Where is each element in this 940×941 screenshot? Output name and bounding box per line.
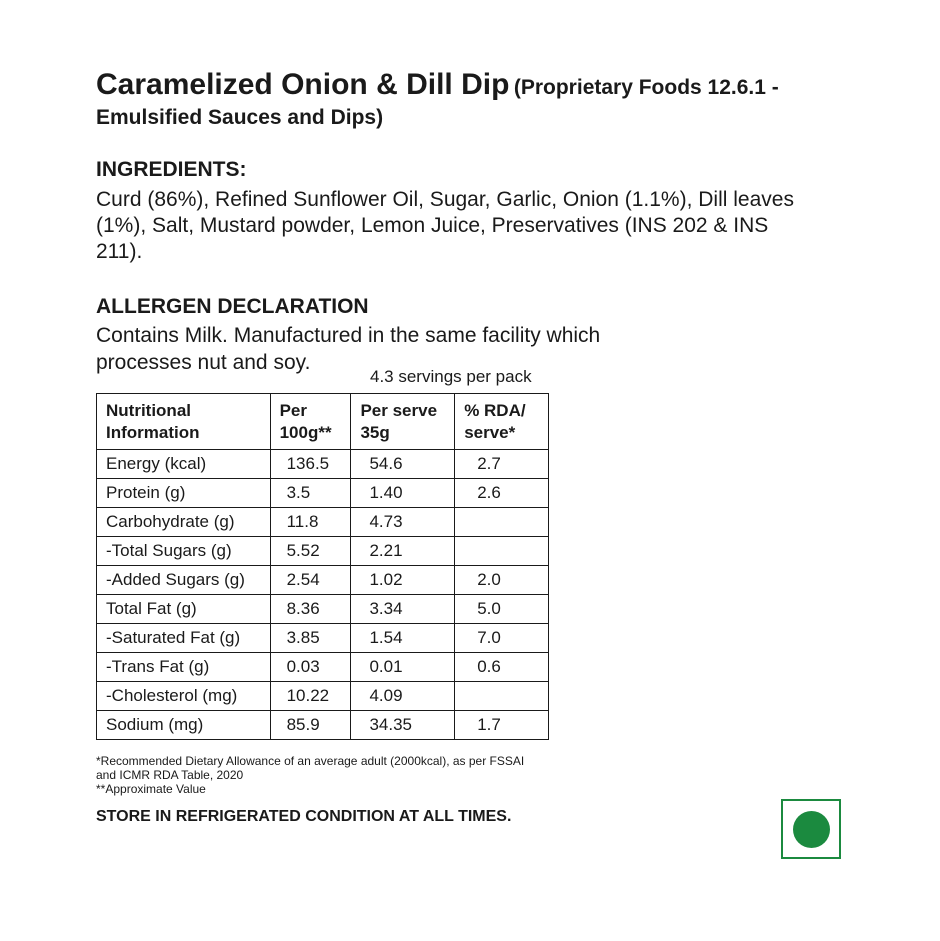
table-row	[97, 566, 549, 595]
nutrient-name: Sodium (mg)	[97, 711, 271, 740]
allergen-text: Contains Milk. Manufactured in the same facility which processes nut and soy.	[96, 324, 601, 374]
value-per-100g: 136.5	[270, 450, 351, 479]
value-per-100g: 11.8	[270, 508, 351, 537]
nutrient-name: Energy (kcal)	[97, 450, 271, 479]
value-per-serve: 0.01	[351, 653, 455, 682]
ingredients-heading: INGREDIENTS:	[96, 158, 247, 181]
nutrition-table	[96, 393, 549, 740]
table-row	[97, 595, 549, 624]
value-per-serve: 1.02	[351, 566, 455, 595]
value-per-serve: 1.40	[351, 479, 455, 508]
value-per-serve: 1.54	[351, 624, 455, 653]
value-rda: 7.0	[455, 624, 549, 653]
product-category: (Proprietary Foods 12.6.1 -	[513, 76, 779, 99]
value-per-serve: 2.21	[351, 537, 455, 566]
value-per-serve: 4.09	[351, 682, 455, 711]
servings-per-pack: 4.3 servings per pack	[370, 367, 532, 386]
nutrient-name: -Total Sugars (g)	[97, 537, 271, 566]
value-rda: 5.0	[455, 595, 549, 624]
nutrient-name: -Trans Fat (g)	[97, 653, 271, 682]
nutrient-name: -Cholesterol (mg)	[97, 682, 271, 711]
table-row	[97, 624, 549, 653]
nutrient-name: Total Fat (g)	[97, 595, 271, 624]
veg-dot	[793, 811, 830, 848]
value-per-100g: 5.52	[270, 537, 351, 566]
nutrient-name: Protein (g)	[97, 479, 271, 508]
value-rda: 2.7	[455, 450, 549, 479]
table-row	[97, 537, 549, 566]
table-row	[97, 682, 549, 711]
value-rda: 2.6	[455, 479, 549, 508]
value-rda	[455, 508, 549, 537]
nutrient-name: -Added Sugars (g)	[97, 566, 271, 595]
table-row	[97, 711, 549, 740]
table-row	[97, 508, 549, 537]
value-per-100g: 0.03	[270, 653, 351, 682]
product-name: Caramelized Onion & Dill Dip	[96, 68, 510, 101]
header-nutritional-information: Nutritional Information	[97, 394, 271, 450]
value-per-100g: 3.85	[270, 624, 351, 653]
header-per-serve: Per serve 35g	[351, 394, 455, 450]
value-rda: 0.6	[455, 653, 549, 682]
header-rda: % RDA/ serve*	[455, 394, 549, 450]
table-row	[97, 450, 549, 479]
table-header-row	[97, 394, 549, 450]
value-per-serve: 34.35	[351, 711, 455, 740]
ingredients-text: Curd (86%), Refined Sunflower Oil, Sugar, Garlic, Onion (1.1%), Dill leaves (1%), Salt, Mustard powder, Lemon Juice, Preservatives (INS 202 & INS 211).	[96, 188, 794, 263]
value-rda: 1.7	[455, 711, 549, 740]
footnote	[96, 754, 566, 796]
value-per-serve: 3.34	[351, 595, 455, 624]
veg-symbol-icon	[781, 799, 841, 859]
value-rda	[455, 537, 549, 566]
value-per-100g: 8.36	[270, 595, 351, 624]
table-row	[97, 653, 549, 682]
footnote-rda: *Recommended Dietary Allowance of an average adult (2000kcal), as per FSSAI	[96, 754, 525, 768]
product-category-line2: Emulsified Sauces and Dips)	[96, 106, 384, 129]
table-row	[97, 479, 549, 508]
nutrient-name: Carbohydrate (g)	[97, 508, 271, 537]
nutrient-name: -Saturated Fat (g)	[97, 624, 271, 653]
footnote-approx: **Approximate Value	[96, 782, 206, 796]
value-per-100g: 85.9	[270, 711, 351, 740]
header-per-100g: Per 100g**	[270, 394, 351, 450]
value-rda	[455, 682, 549, 711]
value-per-100g: 10.22	[270, 682, 351, 711]
allergen-heading: ALLERGEN DECLARATION	[96, 295, 369, 318]
value-rda: 2.0	[455, 566, 549, 595]
product-title	[96, 70, 856, 105]
value-per-100g: 3.5	[270, 479, 351, 508]
footnote-rda-source: and ICMR RDA Table, 2020	[96, 768, 244, 782]
storage-instruction: STORE IN REFRIGERATED CONDITION AT ALL TIMES.	[96, 808, 512, 825]
value-per-serve: 4.73	[351, 508, 455, 537]
value-per-serve: 54.6	[351, 450, 455, 479]
value-per-100g: 2.54	[270, 566, 351, 595]
